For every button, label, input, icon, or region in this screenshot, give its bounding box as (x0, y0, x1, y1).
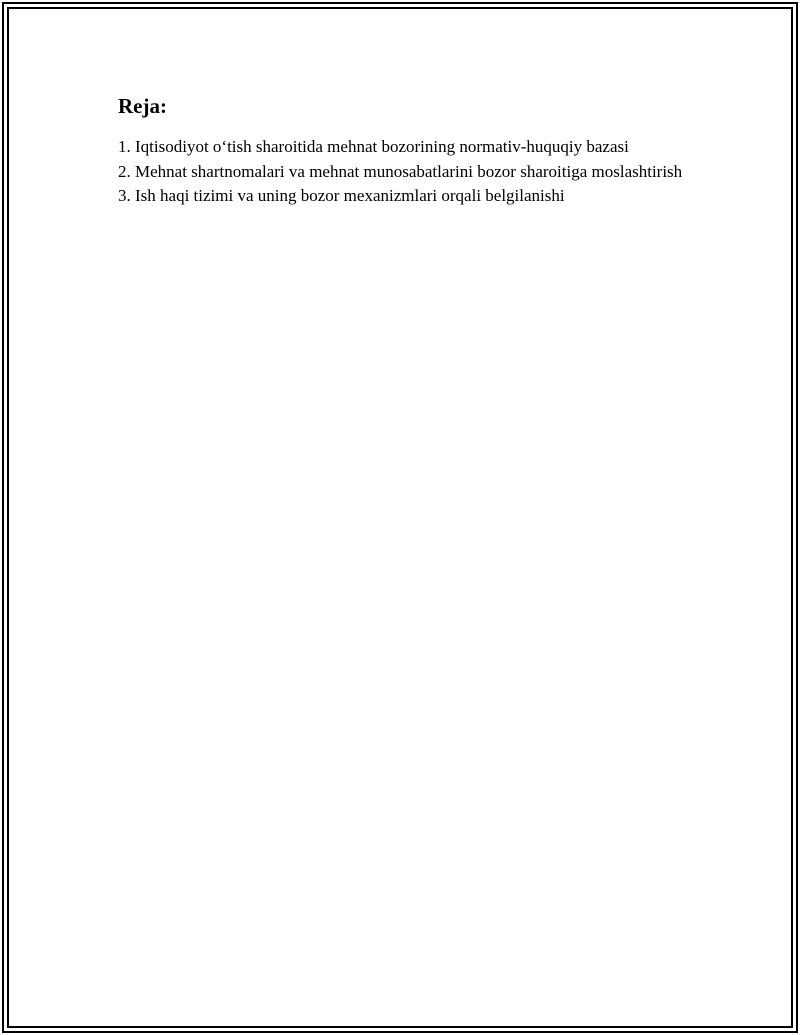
plan-heading: Reja: (118, 94, 167, 118)
plan-item-1: 1. Iqtisodiyot o‘tish sharoitida mehnat bozorining normativ-huquqiy bazasi (118, 137, 629, 156)
plan-list (118, 135, 698, 209)
plan-item-3: 3. Ish haqi tizimi va uning bozor mexanizmlari orqali belgilanishi (118, 186, 565, 205)
plan-item-2: 2. Mehnat shartnomalari va mehnat munosabatlarini bozor sharoitiga moslashtirish (118, 161, 683, 181)
document-content (118, 93, 698, 209)
